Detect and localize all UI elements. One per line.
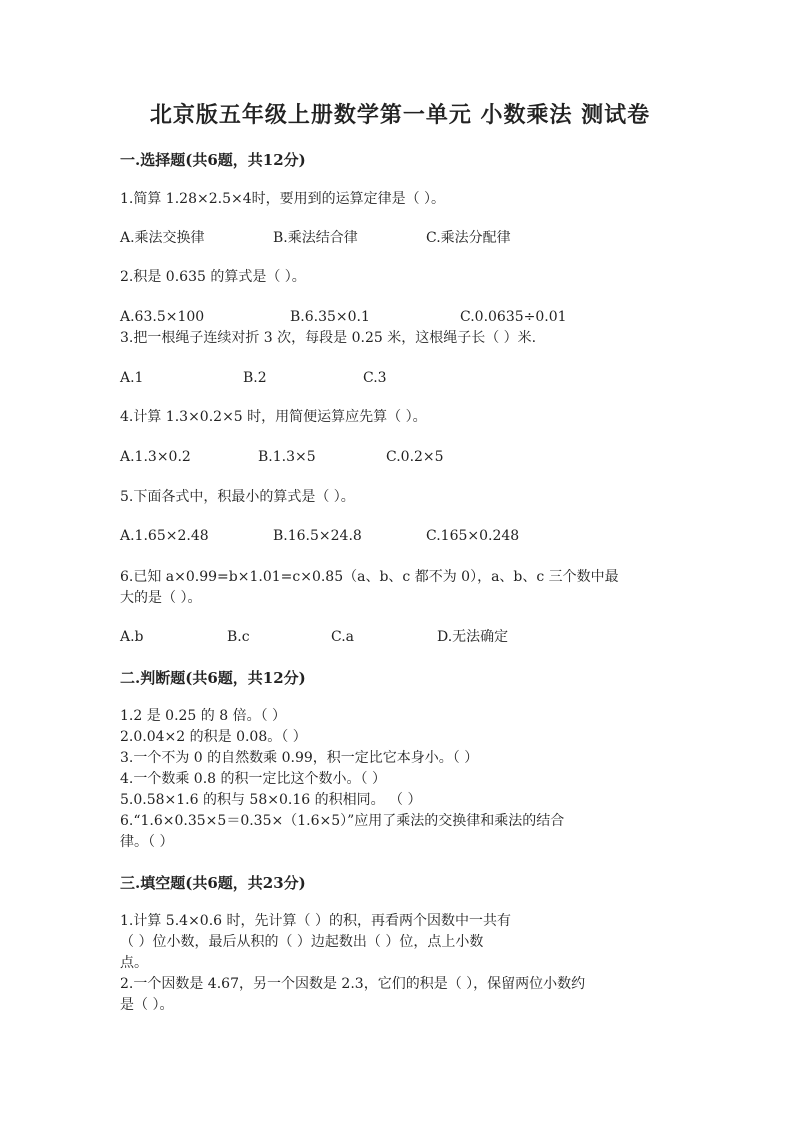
section-heading-fill: 三.填空题(共6题，共23分) xyxy=(120,874,306,892)
question-2-option-b: B.6.35×0.1 xyxy=(290,309,370,325)
judge-item-6-line-2: 律。（ ） xyxy=(120,834,174,850)
question-6-option-a: A.b xyxy=(120,629,144,645)
judge-item-3: 3.一个不为 0 的自然数乘 0.99，积一定比它本身小。（ ） xyxy=(120,750,479,766)
judge-item-6-line-1: 6.“1.6×0.35×5＝0.35×（1.6×5）”应用了乘法的交换律和乘法的结合 xyxy=(120,813,565,829)
fill-question-2-line-2: 是（ ）。 xyxy=(120,997,174,1013)
fill-question-1-line-2: （ ）位小数，最后从积的（ ）边起数出（ ）位，点上小数 xyxy=(120,934,484,950)
page-title: 北京版五年级上册数学第一单元 小数乘法 测试卷 xyxy=(149,102,651,128)
fill-question-1-line-1: 1.计算 5.4×0.6 时，先计算（ ）的积，再看两个因数中一共有 xyxy=(120,913,511,929)
judge-item-2: 2.0.04×2 的积是 0.08。（ ） xyxy=(120,729,307,745)
question-2-text: 2.积是 0.635 的算式是（ ）。 xyxy=(120,269,306,285)
fill-question-2-line-1: 2.一个因数是 4.67，另一个因数是 2.3，它们的积是（ ），保留两位小数约 xyxy=(120,976,586,992)
fill-question-1-line-3: 点。 xyxy=(120,955,148,971)
question-6-line-2: 大的是（ ）。 xyxy=(120,590,202,606)
question-1-option-c: C.乘法分配律 xyxy=(426,230,511,246)
section-heading-judge: 二.判断题(共6题，共12分) xyxy=(120,669,306,687)
question-3-option-b: B.2 xyxy=(243,370,267,386)
question-4-option-a: A.1.3×0.2 xyxy=(120,449,191,465)
question-6-option-d: D.无法确定 xyxy=(437,629,509,645)
judge-item-4: 4.一个数乘 0.8 的积一定比这个数小。（ ） xyxy=(120,771,386,787)
question-4-option-b: B.1.3×5 xyxy=(258,449,316,465)
question-1-text: 1.简算 1.28×2.5×4时，要用到的运算定律是（ ）。 xyxy=(120,191,446,207)
judge-item-1: 1.2 是 0.25 的 8 倍。（ ） xyxy=(120,708,287,724)
question-1-option-b: B.乘法结合律 xyxy=(273,230,358,246)
question-4-option-c: C.0.2×5 xyxy=(386,449,444,465)
section-heading-choice: 一.选择题(共6题，共12分) xyxy=(120,151,306,169)
question-6-option-b: B.c xyxy=(227,629,250,645)
question-2-option-a: A.63.5×100 xyxy=(120,309,205,325)
question-5-text: 5.下面各式中，积最小的算式是（ ）。 xyxy=(120,489,355,505)
question-6-option-c: C.a xyxy=(331,629,355,645)
question-5-option-c: C.165×0.248 xyxy=(426,528,520,544)
question-2-option-c: C.0.0635÷0.01 xyxy=(460,309,567,325)
question-6-line-1: 6.已知 a×0.99=b×1.01=c×0.85（a、b、c 都不为 0），a、b、c 三个数中最 xyxy=(120,569,619,585)
question-3-option-a: A.1 xyxy=(120,370,144,386)
question-1-option-a: A.乘法交换律 xyxy=(120,230,205,246)
question-3-option-c: C.3 xyxy=(363,370,387,386)
question-3-text: 3.把一根绳子连续对折 3 次，每段是 0.25 米，这根绳子长（ ）米. xyxy=(120,330,537,346)
question-5-option-b: B.16.5×24.8 xyxy=(273,528,362,544)
judge-item-5: 5.0.58×1.6 的积与 58×0.16 的积相同。 （ ） xyxy=(120,792,422,808)
question-4-text: 4.计算 1.3×0.2×5 时，用简便运算应先算（ ）。 xyxy=(120,409,427,425)
question-5-option-a: A.1.65×2.48 xyxy=(120,528,209,544)
